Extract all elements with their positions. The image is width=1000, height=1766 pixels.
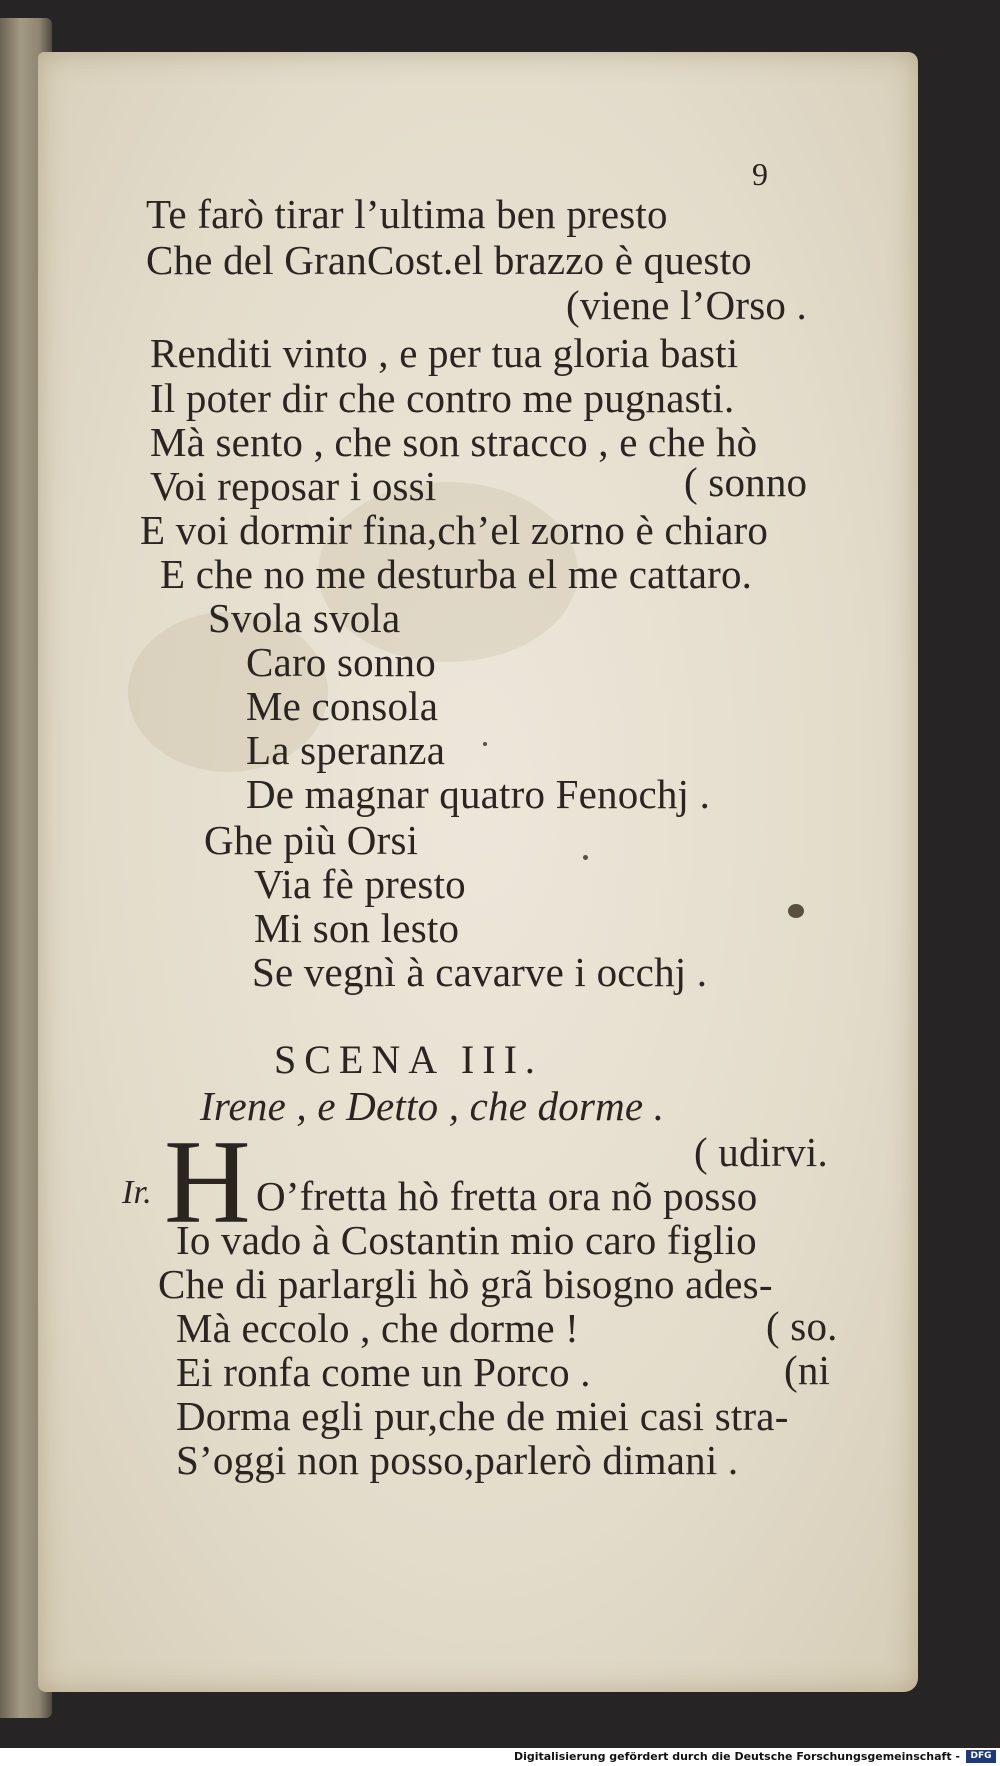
stage-direction: ( sonno bbox=[684, 459, 808, 505]
scene-cast: Irene , e Detto , che dorme . bbox=[200, 1083, 665, 1129]
verse-line: Caro sonno bbox=[246, 639, 436, 685]
text-line: Che del GranCost.el brazzo è questo bbox=[146, 237, 752, 283]
footer-credit: Digitalisierung gefördert durch die Deutsche Forschungsgemeinschaft - bbox=[513, 1750, 960, 1763]
drop-cap: H bbox=[164, 1115, 251, 1248]
text-line: O’fretta hò fretta ora nõ posso bbox=[256, 1173, 758, 1219]
ink-spot bbox=[483, 742, 487, 746]
text-line: Voi reposar i ossi bbox=[150, 463, 437, 509]
verse-line: Svola svola bbox=[208, 595, 401, 641]
text-line: Ei ronfa come un Porco . bbox=[176, 1349, 591, 1395]
text-line: Il poter dir che contro me pugnasti. bbox=[150, 375, 735, 421]
verse-line: Ghe più Orsi bbox=[204, 817, 419, 863]
stage-direction: ( so. bbox=[766, 1303, 838, 1349]
speaker-label: Ir. bbox=[122, 1174, 152, 1211]
verse-line: Se vegnì à cavarve i occhj . bbox=[252, 949, 708, 995]
text-line: Che di parlargli hò grã bisogno ades- bbox=[158, 1261, 773, 1307]
dfg-logo-icon: DFG bbox=[966, 1750, 996, 1763]
stage-direction: (ni bbox=[784, 1347, 831, 1393]
text-line: E che no me desturba el me cattaro. bbox=[160, 551, 753, 597]
verse-line: Me consola bbox=[246, 683, 439, 729]
verse-line: De magnar quatro Fenochj . bbox=[246, 771, 711, 817]
text-line: Io vado à Costantin mio caro figlio bbox=[176, 1217, 757, 1263]
stage-direction: (viene l’Orso . bbox=[566, 282, 807, 328]
page-number: 9 bbox=[752, 156, 769, 192]
ink-spot bbox=[788, 904, 804, 918]
stage-direction: ( udirvi. bbox=[694, 1129, 828, 1175]
text-line: S’oggi non posso,parlerò dimani . bbox=[176, 1437, 739, 1483]
text-line: Dorma egli pur,che de miei casi stra- bbox=[176, 1393, 789, 1439]
verse-line: La speranza bbox=[246, 727, 446, 773]
text-line: E voi dormir fina,ch’el zorno è chiaro bbox=[140, 507, 769, 553]
footer-bar bbox=[0, 1748, 1000, 1766]
text-line: Renditi vinto , e per tua gloria basti bbox=[150, 330, 739, 376]
verse-line: Mi son lesto bbox=[254, 905, 460, 951]
verse-line: Via fè presto bbox=[254, 861, 466, 907]
text-line: Te farò tirar l’ultima ben presto bbox=[146, 191, 668, 237]
scene-heading: SCENA III. bbox=[274, 1037, 543, 1082]
text-line: Mà sento , che son stracco , e che hò bbox=[150, 419, 758, 465]
text-line: Mà eccolo , che dorme ! bbox=[176, 1305, 580, 1351]
ink-spot bbox=[583, 855, 588, 860]
